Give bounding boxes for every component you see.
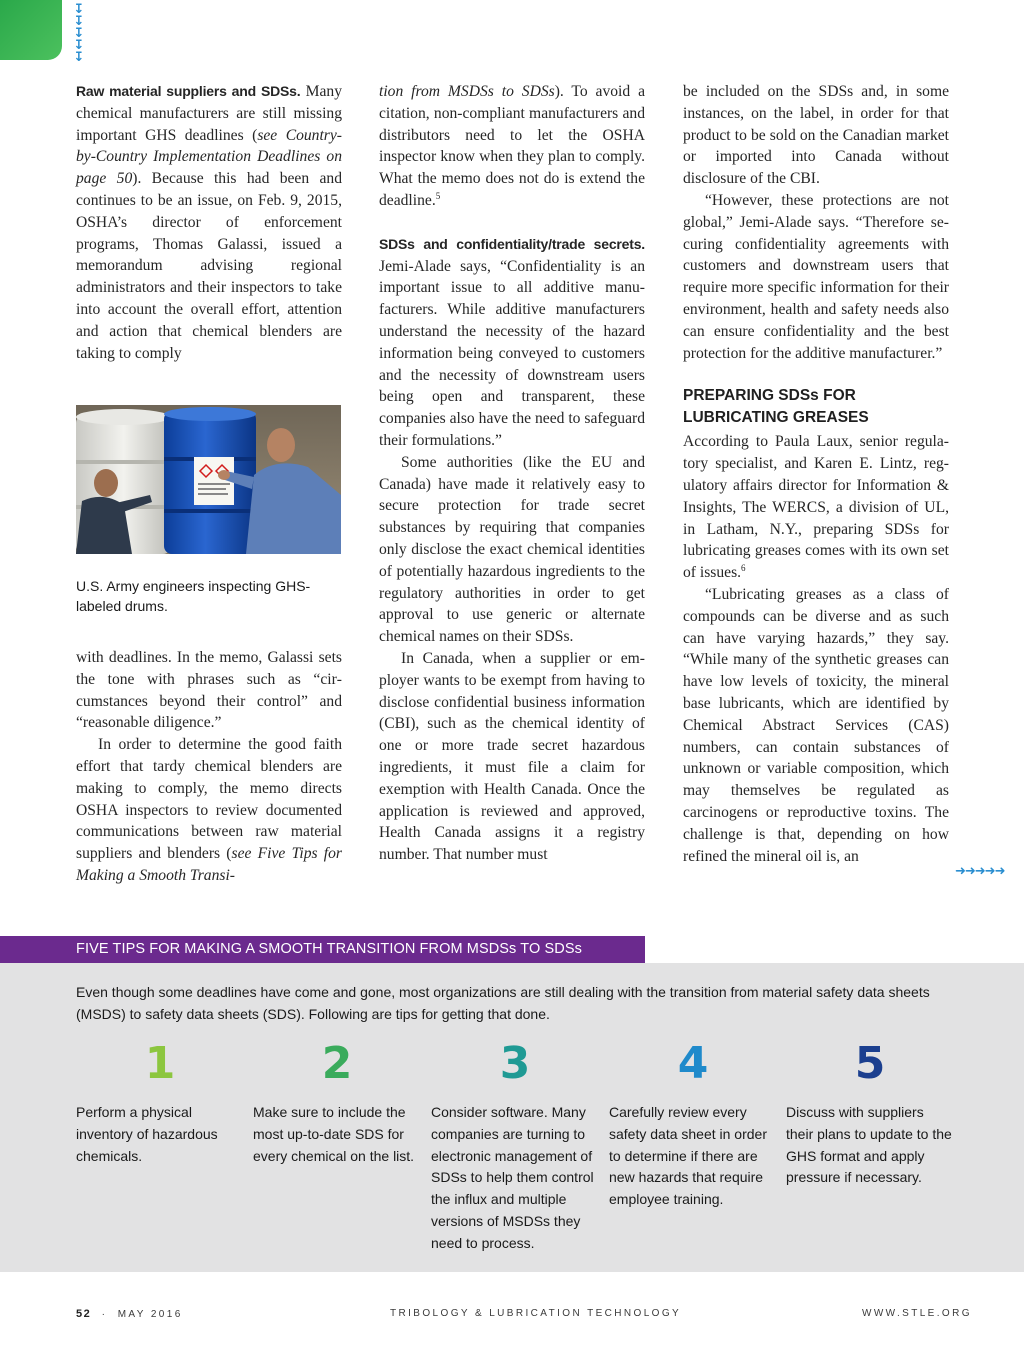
tip-4 [609, 1036, 777, 1211]
tip-number: 5 [854, 1038, 886, 1089]
issue-date: MAY 2016 [117, 1309, 183, 1320]
tip-text: Consider software. Many companies are turning to electronic management of SDSs to help them control the influx and multiple versions of MSDSs they need to process. [431, 1104, 594, 1251]
sidebar-intro: Even though some deadlines have come and gone, most organizations are still dealing with the transition from material safety data sheets (MSDS) to safety data sheets (SDS). Following are tips for getting that done. [76, 984, 930, 1022]
reference-number: 6 [741, 562, 746, 573]
down-arrow-icon: ↧ ↧ ↧ ↧ ↧ [73, 2, 85, 65]
tip-text: Discuss with suppliers their plans to update to the GHS format and apply pressure if necessary. [786, 1104, 952, 1186]
page-number: 52 [76, 1308, 92, 1320]
column-1-top [76, 81, 342, 364]
tip-5 [786, 1036, 954, 1189]
right-arrows-icon: ➜➜➜➜➜ [955, 864, 1005, 879]
website-link[interactable]: WWW.STLE.ORG [862, 1308, 972, 1319]
photo-caption: U.S. Army engineers inspecting GHS-labeled drums. [76, 578, 311, 614]
paragraph: Raw material suppliers and SDSs. Many chemical manufacturers are still missing important GHS deadlines (see Country-by-Country Implementation Deadlines on page 50). Because this had been and continues to be an issue, on Feb. 9, 2015, OSHA’s director of enforcement programs, Thomas Galassi, issued a memorandum advising regional administrators and their inspectors to take into account the overall effort, attention and action that chemical blenders are taking to comply [76, 83, 342, 362]
tip-text: Make sure to include the most up-to-date SDS for every chemical on the list. [253, 1104, 415, 1164]
tip-2 [253, 1036, 421, 1167]
paragraph: Some authorities (like the EU and Canada) have made it relatively easy to secure protection for trade secret substances by requiring that companies only disclose the exact chemical identities of potentially hazardous ingredients to the regulatory authorities in order to get approval to use generic or alternate chemical names on their SDSs. [379, 453, 645, 646]
drums-illustration [76, 405, 341, 554]
paragraph: “However, these protections are not global,” Jemi-Alade says. “Therefore securing confidentiality agreements with customers and downstream users that require more specific information for their environment, health and safety needs also can ensure confidentiality and the best protection for the additive manufacturer.” [683, 191, 949, 362]
column-3 [683, 81, 949, 867]
sidebar-title: FIVE TIPS FOR MAKING A SMOOTH TRANSITION FROM MSDSs TO SDSs [0, 936, 645, 963]
section-heading: PREPARING SDSs FOR LUBRICATING GREASES [683, 387, 869, 427]
tip-3 [431, 1036, 599, 1255]
paragraph: According to Paula Laux, senior regulatory specialist, and Karen E. Lintz, regulatory affairs director for Information & Insights, The WERCS, a division of UL, in Latham, N.Y., preparing SDSs for lubricating greases comes with its own set of issues.$^6$ [683, 433, 949, 582]
publication-name: TRIBOLOGY & LUBRICATION TECHNOLOGY [390, 1308, 682, 1319]
footer-folio [76, 1308, 183, 1320]
paragraph: SDSs and confidentiality/trade secrets. Jemi-Alade says, “Confidentiality is an important issue to all additive manufacturers. While additive manufacturers understand the necessity of the hazard information being conveyed to customers and the necessity of downstream users being open and transparent, these companies also have the need to safeguard their formulations.” [379, 235, 645, 449]
tip-text: Carefully review every safety data sheet in order to determine if there are new hazards that require employee training. [609, 1104, 767, 1208]
paragraph: be included on the SDSs and, in some instances, on the label, in order for that product to be sold on the Canadian market or imported into Canada without disclosure of the CBI. [683, 83, 949, 188]
tip-number: 1 [144, 1038, 176, 1089]
tip-number: 2 [321, 1038, 353, 1089]
paragraph: In order to determine the good faith effort that tardy chemical blenders are making to comply, the memo directs OSHA inspectors to review documented communications between raw material suppliers and blenders (see Five Tips for Making a Smooth Transi- [76, 736, 342, 884]
paragraph: with deadlines. In the memo, Galassi sets the tone with phrases such as “circumstances beyond their control” and “reasonable diligence.” [76, 649, 342, 732]
footer-separator: · [101, 1309, 108, 1320]
reference-number: 5 [435, 190, 441, 201]
paragraph: In Canada, when a supplier or employer wants to be exempt from having to disclose confidential business information (CBI), such as the chemical identity of one or more trade secret hazardous ingredients, it must file a claim for exemption with Health Canada. Once the application is reviewed and approved, Health Canada assigns it a registry number. That number must [379, 649, 645, 864]
paragraph: tion from MSDSs to SDSs). To avoid a citation, non-compliant manufacturers and distributors need to let the OSHA inspector know when they plan to comply. What the memo does not do is extend the deadline.$^5$ [379, 83, 645, 209]
header-color-tab [0, 0, 62, 60]
run-in-heading: SDSs and confidentiality/trade secrets. [379, 235, 645, 252]
paragraph: “Lubricating greases as a class of compounds can be diverse and as such can have varying hazards,” they say. “While many of the synthetic greases can have low levels of toxicity, the mineral base lubricants, which are identified by Chemical Abstract Services (CAS) numbers, can contain substances of unknown or variable composition, which may themselves be regulated as carcinogens or reproductive toxins. The challenge is that, depending on how refined the mineral oil is, an [683, 585, 949, 865]
tip-number: 3 [499, 1038, 531, 1089]
column-2 [379, 81, 645, 866]
tip-text: Perform a physical inventory of hazardous chemicals. [76, 1104, 218, 1164]
tip-1 [76, 1036, 244, 1167]
drums-photo [76, 405, 341, 554]
column-1-bottom [76, 647, 342, 887]
tip-number: 4 [677, 1038, 709, 1089]
run-in-heading: Raw material suppliers and SDSs. [76, 83, 301, 99]
